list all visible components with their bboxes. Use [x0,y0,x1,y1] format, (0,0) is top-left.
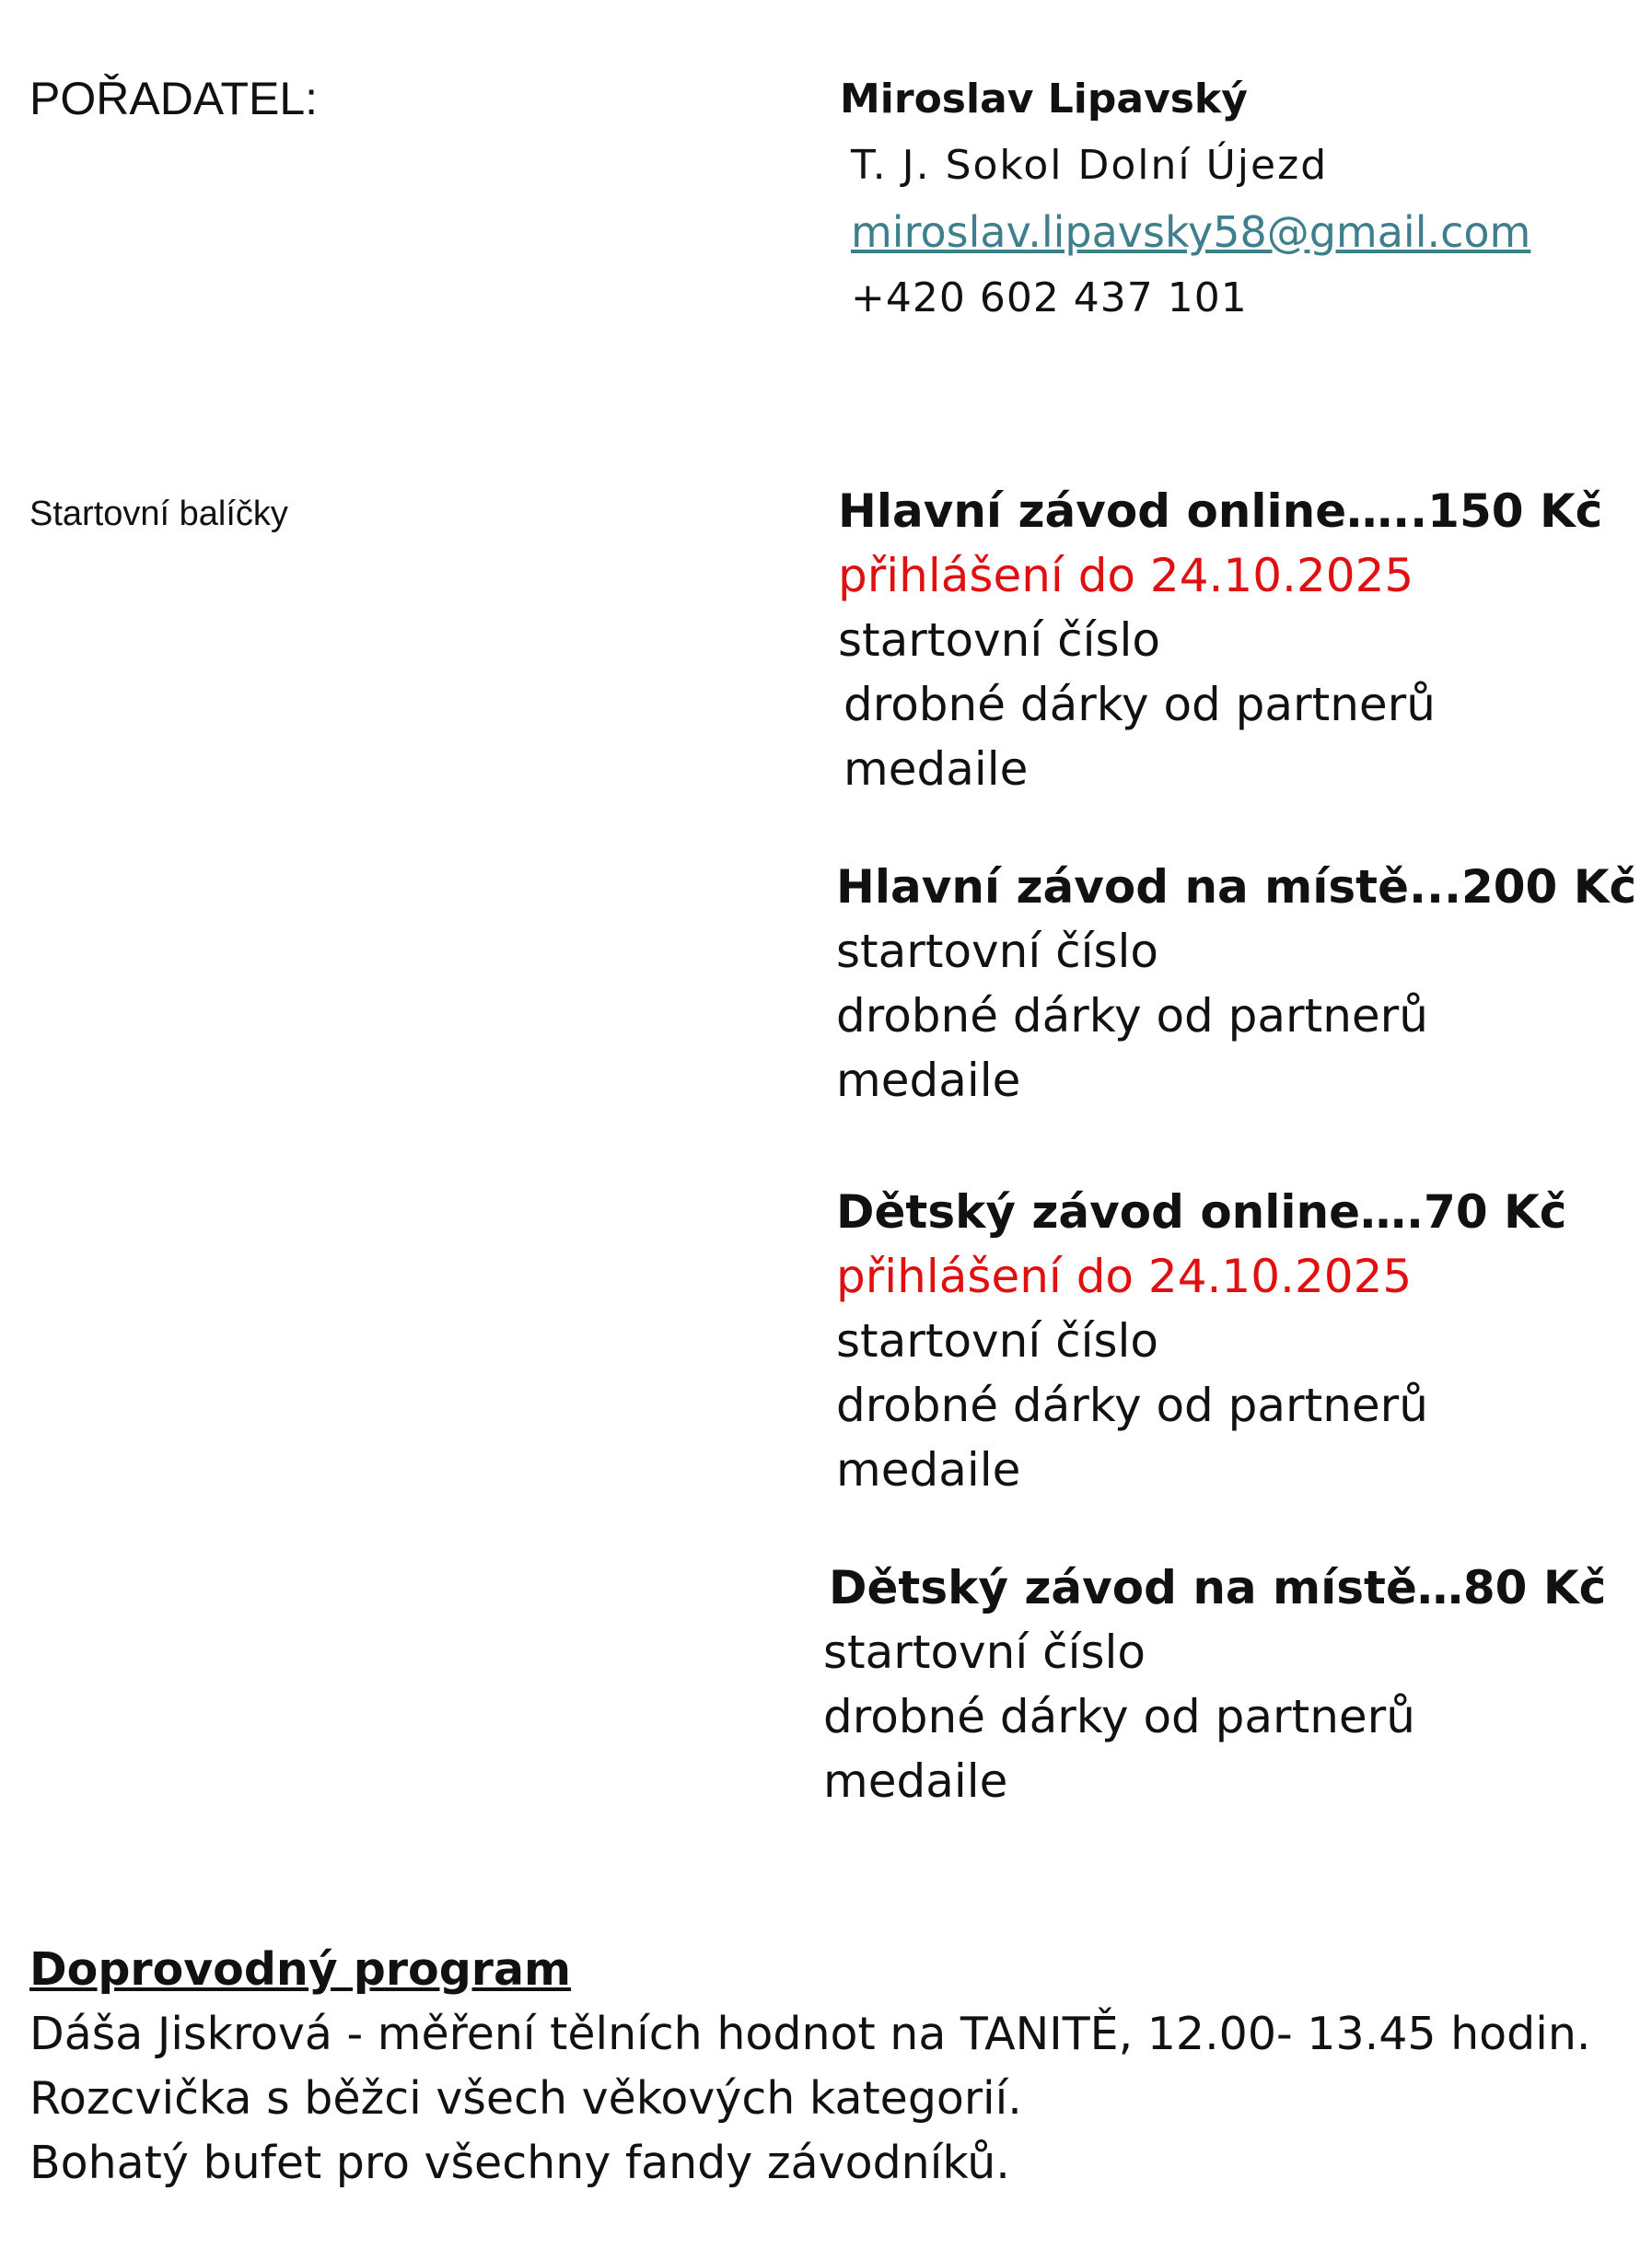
program-line: Dáša Jiskrová - měření tělních hodnot na TANITĚ, 12.00- 13.45 hodin. [29,2008,1591,2060]
program-line: Bohatý bufet pro všechny fandy závodníků. [29,2137,1010,2189]
package-item: medaile [823,1754,1008,1808]
package-main-onsite [836,855,1636,1113]
package-kids-online [836,1180,1566,1502]
package-item: medaile [843,742,1029,796]
package-kids-onsite [823,1556,1606,1813]
package-item: drobné dárky od partnerů [836,1379,1428,1432]
package-item: startovní číslo [823,1626,1146,1679]
organizer-name: Miroslav Lipavský [840,76,1248,122]
accompanying-program [29,1938,1591,2196]
package-item: startovní číslo [836,1314,1159,1368]
package-item: medaile [836,1443,1021,1497]
package-item: medaile [836,1054,1021,1107]
organizer-phone: +420 602 437 101 [851,274,1248,321]
program-heading: Doprovodný program [29,1943,572,1996]
package-main-online [838,479,1602,801]
package-title: Hlavní závod online…..150 Kč [838,484,1603,538]
package-deadline: přihlášení do 24.10.2025 [838,549,1414,602]
package-item: startovní číslo [838,613,1161,667]
organizer-email-link[interactable]: miroslav.lipavsky58@gmail.com [851,207,1531,257]
package-item: startovní číslo [836,925,1159,978]
package-deadline: přihlášení do 24.10.2025 [836,1250,1413,1303]
package-item: drobné dárky od partnerů [843,678,1436,731]
package-title: Dětský závod na místě…80 Kč [829,1561,1607,1614]
package-item: drobné dárky od partnerů [823,1690,1415,1743]
package-title: Hlavní závod na místě...200 Kč [836,860,1637,914]
packages-label: Startovní balíčky [29,495,288,533]
program-line: Rozcvička s běžci všech věkových kategorií. [29,2072,1022,2125]
organizer-club: T. J. Sokol Dolní Újezd [851,142,1329,189]
organizer-label: POŘADATEL: [29,73,319,124]
package-item: drobné dárky od partnerů [836,989,1428,1043]
package-title: Dětský závod online….70 Kč [836,1185,1567,1239]
